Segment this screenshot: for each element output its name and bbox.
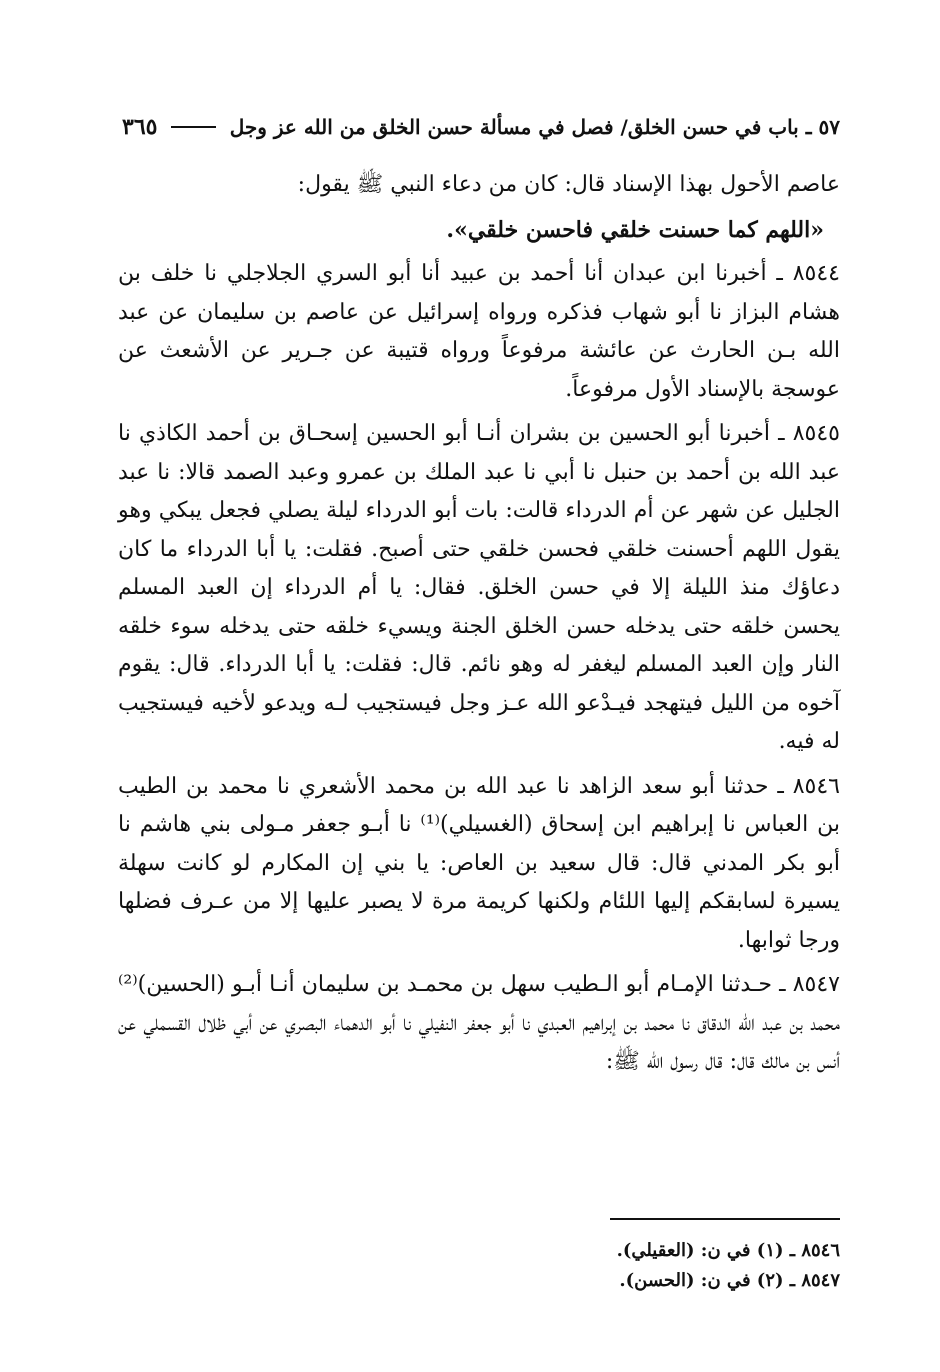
header-rule [171, 126, 215, 128]
paragraph-8547: ٨٥٤٧ ـ حـدثنا الإمـام أبو الـطيب سهل بن محمـد بن سليمان أنـا أبـو (الحسين)⁽²⁾ محمد بن عبد الله الدقاق نا محمد بن إبراهيم العبدي نا أبو جعفر النفيلي نا أبو الدهماء البصري عن أبي ظلال القسملي عن أنس بن مالك قال: قال رسول الله ﷺ: [118, 972, 840, 1074]
running-header [122, 110, 840, 144]
footnote-2: ٨٥٤٧ ـ (٢) في ن: (الحسن). [619, 1270, 840, 1291]
paragraph-8546: ٨٥٤٦ ـ حدثنا أبو سعد الزاهد نا عبد الله بن محمد الأشعري نا محمد بن الطيب بن العباس نا إبراهيم ابن إسحاق (الغسيلي)⁽¹⁾ نا أبـو جعفر مـولى بني هاشم نا أبو بكر المدني قال: قال سعيد بن العاص: يا بني إن المكارم لو كانت سهلة يسيرة لسابقكم إليها اللئام ولكنها كريمة مرة لا يصبر عليها إلا من عـرف فضلها ورجا ثوابها. [118, 773, 840, 953]
prophetic-quote: «اللهم كما حسنت خلقي فاحسن خلقي». [446, 216, 824, 243]
main-text [118, 166, 840, 1088]
footnotes [420, 1236, 840, 1296]
paragraph-8545: ٨٥٤٥ ـ أخبرنا أبو الحسين بن بشران أنـا أبو الحسين إسحـاق بن أحمد الكاذي نا عبد الله بن أحمد بن حنبل نا أبي نا عبد الملك بن عمرو وعبد الصمد قالا: نا عبد الجليل عن شهر عن أم الدرداء قالت: بات أبو الدرداء ليلة يصلي فجعل يبكي وهو يقول اللهم أحسنت خلقي فحسن خلقي حتى أصبح. فقلت: يا أبا الدرداء ما كان دعاؤك منذ الليلة إلا في حسن الخلق. فقال: يا أم الدرداء إن العبد المسلم يحسن خلقه حتى يدخله حسن الخلق الجنة ويسيء خلقه حتى يدخله سوء خلقه النار وإن العبد المسلم ليغفر له وهو نائم. قال: فقلت: يا أبا الدرداء. قال: يقوم آخوه من الليل فيتهجد فيـدْعو الله عـز وجل فيستجيب لـه ويدعو لأخيه فيستجيب له فيه. [118, 421, 840, 754]
page-number: ٣٦٥ [122, 114, 158, 140]
chapter-title: ٥٧ ـ باب في حسن الخلق/ فصل في مسألة حسن الخلق من الله عز وجل [229, 115, 840, 139]
paragraph-continuation: عاصم الأحول بهذا الإسناد قال: كان من دعاء النبي ﷺ يقول: [297, 172, 840, 197]
footnote-1: ٨٥٤٦ ـ (١) في ن: (العقيلي). [616, 1240, 840, 1261]
paragraph-8544: ٨٥٤٤ ـ أخبرنا ابن عبدان أنا أحمد بن عبيد أنا أبو السري الجلاجلي نا خلف بن هشام البزاز نا أبو شهاب فذكره ورواه إسرائيل عن عاصم بن سليمان عن عبد الله بـن الحارث عن عائشة مرفوعاً ورواه قتيبة عن جـرير عن الأشعث عن عوسجة بالإسناد الأول مرفوعاً. [118, 261, 840, 402]
footnote-separator [610, 1218, 840, 1220]
